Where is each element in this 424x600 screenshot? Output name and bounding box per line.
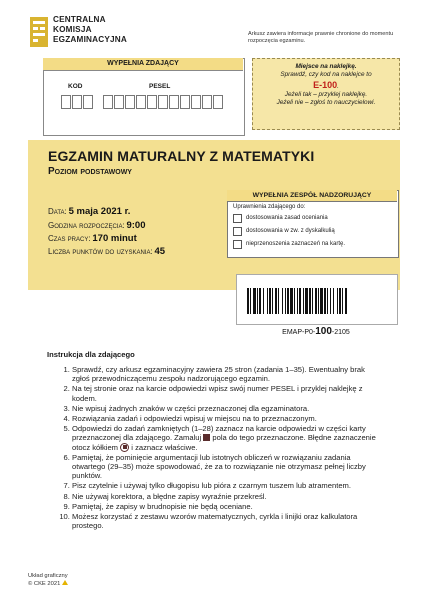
instruction-item: 9. Pamiętaj, że zapisy w brudnopisie nie będą oceniane. <box>72 502 378 511</box>
instruction-item-5-part-b: pola do tego przeznaczone. Błędne zaznaczenie otocz kółkiem <box>72 433 376 452</box>
sheet-code-number: 100 <box>315 326 332 337</box>
instruction-item: 8. Nie używaj korektora, a błędne zapisy wyraźnie przekreśl. <box>72 492 378 501</box>
checkbox-no-transfer[interactable] <box>233 240 242 249</box>
instruction-item-5-part-c: i zaznacz właściwe. <box>131 442 198 452</box>
digit-cell[interactable] <box>136 95 146 109</box>
instruction-item-5-part-a: Odpowiedzi do zadań zamkniętych (1–28) zaznacz na karcie odpowiedzi w części karty przeznaczonej dla zdającego. Zamaluj <box>72 424 366 443</box>
cke-logo-text <box>53 15 127 45</box>
start-label: Godzina rozpoczęcia: <box>48 221 125 230</box>
instructions-title: Instrukcja dla zdającego <box>47 350 135 359</box>
student-box-header: WYPEŁNIA ZDAJĄCY <box>43 58 243 71</box>
instruction-item: 10. Możesz korzystać z zestawu wzorów matematycznych, cyrkla i linijki oraz kalkulatora prostego. <box>72 512 378 530</box>
supervisor-subheader: Uprawnienia zdającego do: <box>233 204 306 210</box>
instruction-item: 3. Nie wpisuj żadnych znaków w części przeznaczonej dla egzaminatora. <box>72 404 378 413</box>
option-dyscalculia: dostosowania w zw. z dyskalkulią <box>246 228 335 234</box>
sticker-yes: Jeżeli tak – przyklej naklejkę. <box>284 91 368 98</box>
digit-cell[interactable] <box>202 95 212 109</box>
option-grading: dostosowania zasad oceniania <box>246 215 328 221</box>
sticker-title: Miejsce na naklejkę. <box>295 63 357 70</box>
sheet-code-prefix: EMAP-P0- <box>282 329 316 336</box>
sticker-code: E-100 <box>313 80 338 90</box>
circled-square-icon <box>120 443 129 452</box>
exam-points <box>48 246 165 257</box>
checkbox-dyscalculia[interactable] <box>233 227 242 236</box>
sticker-code-line <box>253 79 399 91</box>
points-value: 45 <box>154 246 166 257</box>
sheet-code <box>236 326 396 337</box>
duration-value: 170 minut <box>92 233 137 244</box>
supervisor-header: WYPEŁNIA ZESPÓŁ NADZORUJĄCY <box>227 190 397 202</box>
exam-level: Poziom podstawowy <box>48 166 132 177</box>
barcode-icon <box>247 288 387 314</box>
digit-cell[interactable] <box>213 95 223 109</box>
cke-logo-icon <box>30 17 48 47</box>
date-value: 5 maja 2021 r. <box>68 206 131 217</box>
instruction-item: 4. Rozwiązania zadań i odpowiedzi wpisuj w miejscu na to przeznaczonym. <box>72 414 378 423</box>
duration-label: Czas pracy: <box>48 234 91 243</box>
instruction-item: 7. Pisz czytelnie i używaj tylko długopisu lub pióra z czarnym tuszem lub atramentem. <box>72 481 378 490</box>
footer-copyright <box>28 580 68 588</box>
digit-cell[interactable] <box>125 95 135 109</box>
date-label: Data: <box>48 207 67 216</box>
sticker-code-suffix: . <box>337 83 339 90</box>
exam-date <box>48 206 130 217</box>
checkbox-grading[interactable] <box>233 214 242 223</box>
footer <box>28 573 68 588</box>
warning-triangle-icon <box>62 580 68 585</box>
filled-square-icon <box>203 434 210 441</box>
instruction-item: 6. Pamiętaj, że pominięcie argumentacji lub istotnych obliczeń w rozwiązaniu zadania otwartego (29–35) może spowodować, że za to rozwiązanie nie otrzymasz pełnej liczby punktów. <box>72 453 378 481</box>
sticker-no: Jeżeli nie – zgłoś to nauczycielowi. <box>276 99 376 106</box>
exam-start <box>48 220 146 231</box>
logo-line: KOMISJA <box>53 25 92 34</box>
instruction-item <box>72 424 378 452</box>
exam-title: EGZAMIN MATURALNY Z MATEMATYKI <box>48 148 315 164</box>
logo-line: EGZAMINACYJNA <box>53 35 128 44</box>
digit-cell[interactable] <box>147 95 157 109</box>
digit-cell[interactable] <box>61 95 71 109</box>
legal-notice: Arkusz zawiera informacje prawnie chronione do momentu rozpoczęcia egzaminu. <box>248 31 394 44</box>
digit-cell[interactable] <box>103 95 113 109</box>
sheet-code-suffix: -2105 <box>331 329 350 336</box>
start-value: 9:00 <box>126 220 146 231</box>
footer-layout: Układ graficzny <box>28 573 68 579</box>
digit-cell[interactable] <box>83 95 93 109</box>
digit-cell[interactable] <box>180 95 190 109</box>
digit-cell[interactable] <box>169 95 179 109</box>
digit-cell[interactable] <box>158 95 168 109</box>
barcode-area <box>236 274 398 325</box>
option-no-transfer: nieprzenoszenia zaznaczeń na kartę. <box>246 241 346 247</box>
instruction-item: 1. Sprawdź, czy arkusz egzaminacyjny zawiera 25 stron (zadania 1–35). Ewentualny brak zgłoś przewodniczącemu zespołu nadzorującego egzamin. <box>72 365 378 383</box>
logo-line: CENTRALNA <box>53 15 106 24</box>
instructions-list <box>58 365 378 531</box>
kod-label: KOD <box>68 83 83 90</box>
pesel-label: PESEL <box>149 83 171 90</box>
sticker-area <box>252 58 400 130</box>
sticker-instruction: Sprawdź, czy kod na naklejce to <box>280 71 372 78</box>
instruction-item: 2. Na tej stronie oraz na karcie odpowiedzi wpisz swój numer PESEL i przyklej naklejkę z kodem. <box>72 384 378 402</box>
digit-cell[interactable] <box>114 95 124 109</box>
digit-cell[interactable] <box>72 95 82 109</box>
footer-copyright-text: © CKE 2021 <box>28 581 61 587</box>
exam-duration <box>48 233 137 244</box>
points-label: Liczba punktów do uzyskania: <box>48 247 153 256</box>
digit-cell[interactable] <box>191 95 201 109</box>
